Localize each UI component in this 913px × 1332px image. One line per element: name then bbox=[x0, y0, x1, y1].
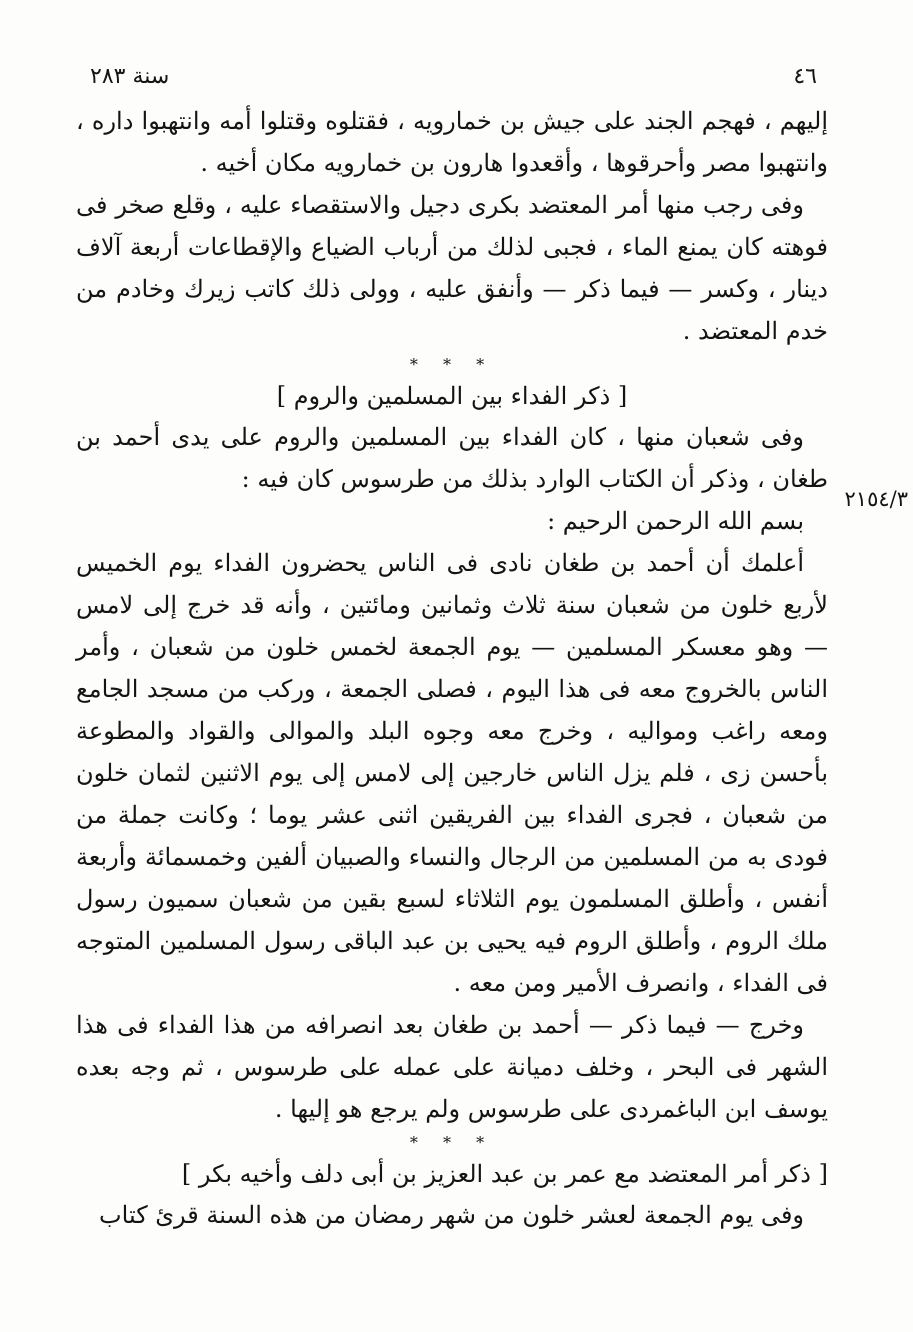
section-title-mutadid: [ ذكر أمر المعتضد مع عمر بن عبد العزيز بن أبى دلف وأخيه بكر ] bbox=[181, 1160, 828, 1188]
paragraph-1: إليهم ، فهجم الجند على جيش بن خمارويه ، فقتلوه وقتلوا أمه وانتهبوا داره ، وانتهبوا مصر وأحرقوها ، وأقعدوا هارون بن خمارويه مكان أخيه . bbox=[76, 107, 828, 177]
paragraph-6: وخرج — فيما ذكر — أحمد بن طغان بعد انصرافه من هذا الفداء فى هذا الشهر فى البحر ، وخلف دميانة على عمله على طرسوس ، ثم وجه بعده يوسف ابن الباغمردى على طرسوس ولم يرجع هو إليها . bbox=[76, 1011, 828, 1123]
margin-reference: ٢١٥٤/٣ bbox=[844, 487, 908, 511]
section-title-ransom: [ ذكر الفداء بين المسلمين والروم ] bbox=[276, 382, 628, 410]
paragraph-7: وفى يوم الجمعة لعشر خلون من شهر رمضان من هذه السنة قرئ كتاب bbox=[99, 1201, 804, 1229]
page-header bbox=[90, 58, 817, 94]
text-body bbox=[76, 100, 828, 1236]
year-heading: سنة ٢٨٣ bbox=[90, 63, 170, 89]
section-divider: * * * bbox=[409, 355, 495, 374]
paragraph-5: أعلمك أن أحمد بن طغان نادى فى الناس يحضرون الفداء يوم الخميس لأربع خلون من شعبان سنة ثلاث وثمانين ومائتين ، وأنه قد خرج إلى لامس — وهو معسكر المسلمين — يوم الجمعة لخمس خلون من شعبان ، وأمر الناس بالخروج معه فى هذا اليوم ، فصلى الجمعة ، وركب من مسجد الجامع ومعه راغب ومواليه ، وخرج معه وجوه البلد والموالى والقواد والمطوعة بأحسن زى ، فلم يزل الناس خارجين إلى لامس إلى يوم الاثنين لثمان خلون من شعبان ، فجرى الفداء بين الفريقين اثنى عشر يوما ؛ وكانت جملة من فودى به من المسلمين من الرجال والنساء والصبيان ألفين وخمسمائة وأربعة أنفس ، وأطلق المسلمون يوم الثلاثاء لسبع بقين من شعبان سميون رسول ملك الروم ، وأطلق الروم فيه يحيى بن عبد الباقى رسول المسلمين المتوجه فى الفداء ، وانصرف الأمير ومن معه . bbox=[76, 549, 828, 997]
section-divider: * * * bbox=[409, 1133, 495, 1152]
page-number: ٤٦ bbox=[793, 63, 817, 89]
paragraph-basmala: بسم الله الرحمن الرحيم : bbox=[547, 507, 804, 535]
paragraph-3: وفى شعبان منها ، كان الفداء بين المسلمين والروم على يدى أحمد بن طغان ، وذكر أن الكتاب الوارد بذلك من طرسوس كان فيه : bbox=[76, 423, 828, 493]
paragraph-2: وفى رجب منها أمر المعتضد بكرى دجيل والاستقصاء عليه ، وقلع صخر فى فوهته كان يمنع الماء ، فجبى لذلك من أرباب الضياع والإقطاعات أربعة آلاف دينار ، وكسر — فيما ذكر — وأنفق عليه ، وولى ذلك كاتب زيرك وخادم من خدم المعتضد . bbox=[76, 191, 828, 345]
